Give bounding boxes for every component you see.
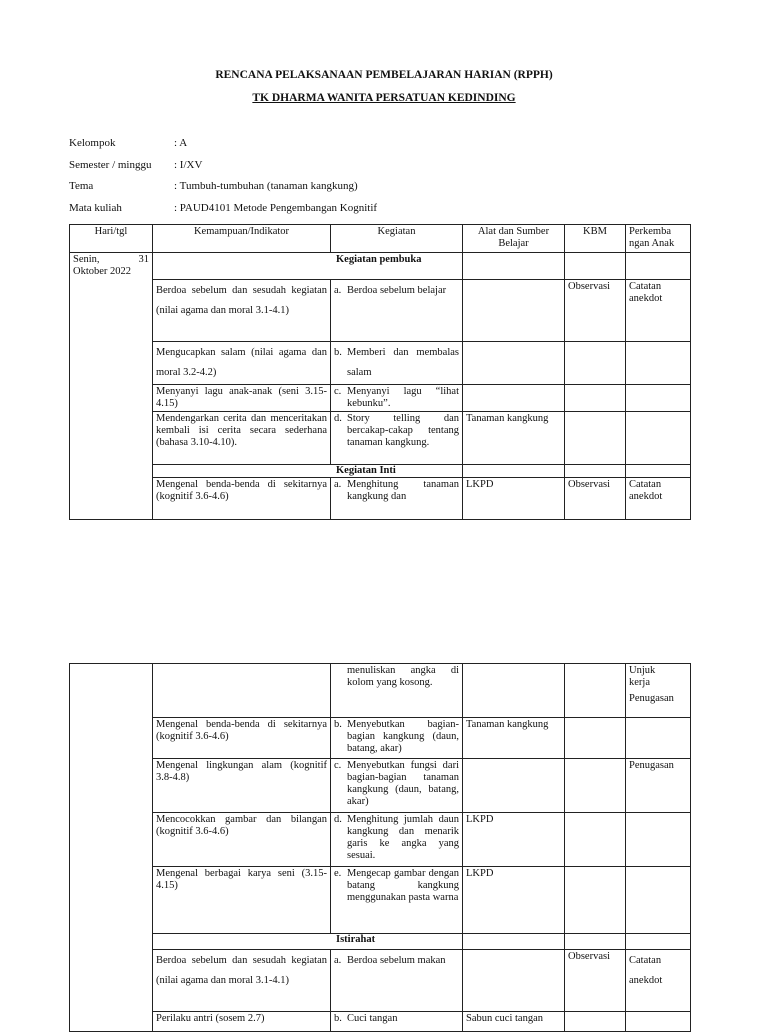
alat-cell: Tanaman kangkung [463, 412, 565, 465]
meta-value: : PAUD4101 Metode Pengembangan Kognitif [174, 202, 378, 214]
empty-cell [463, 253, 565, 280]
indikator-cell: Berdoa sebelum dan sesudah kegiatan (nilai agama dan moral 3.1-4.1) [153, 950, 331, 1012]
rpph-table-part2 [69, 663, 691, 1032]
kbm-cell [565, 664, 626, 718]
kegiatan-cell [331, 664, 463, 718]
header-perkembangan-line2: ngan Anak [629, 238, 675, 249]
indikator-cell [153, 664, 331, 718]
table-row [70, 412, 691, 465]
alat-cell [463, 280, 565, 342]
table-row [70, 385, 691, 412]
date-cell [70, 253, 153, 520]
perkembangan-cell: Catatan anekdot [626, 478, 691, 520]
meta-value: : I/XV [174, 159, 203, 171]
alat-cell [463, 385, 565, 412]
kbm-cell: Observasi [565, 280, 626, 342]
header-perkembangan-line1: Perkemba [629, 226, 671, 237]
alat-cell: Sabun cuci tangan [463, 1012, 565, 1032]
date-line2: Oktober 2022 [73, 266, 132, 277]
item-mark: a. [334, 479, 342, 490]
indikator-cell: Menyanyi lagu anak-anak (seni 3.15-4.15) [153, 385, 331, 412]
alat-cell: LKPD [463, 867, 565, 934]
item-mark: e. [334, 868, 342, 879]
kegiatan-cell [331, 759, 463, 813]
perkembangan-cell: Catatan anekdot [626, 280, 691, 342]
meta-label: Semester / minggu [69, 159, 152, 171]
item-mark: b. [334, 719, 342, 730]
table-row [70, 664, 691, 718]
indikator-cell: Mengenal lingkungan alam (kognitif 3.8-4.8) [153, 759, 331, 813]
indikator-cell: Mengenal berbagai karya seni (3.15-4.15) [153, 867, 331, 934]
perkembangan-cell [626, 867, 691, 934]
perkembangan-cell [626, 718, 691, 759]
empty-cell [463, 934, 565, 950]
meta-value: : Tumbuh-tumbuhan (tanaman kangkung) [174, 180, 358, 192]
perkembangan-cell [626, 813, 691, 867]
section-istirahat-left [153, 934, 463, 950]
table-row [70, 934, 691, 950]
kegiatan-cell [331, 950, 463, 1012]
table-row [70, 280, 691, 342]
perkembangan-cell [626, 385, 691, 412]
indikator-cell: Mengenal benda-benda di sekitarnya (kognitif 3.6-4.6) [153, 478, 331, 520]
item-mark: a. [334, 955, 342, 966]
kegiatan-cell [331, 718, 463, 759]
header-kegiatan: Kegiatan [331, 225, 463, 253]
kegiatan-cell [331, 385, 463, 412]
item-mark [334, 665, 344, 689]
header-alat: Alat dan Sumber Belajar [463, 225, 565, 253]
kegiatan-text: Berdoa sebelum makan [347, 955, 446, 966]
rpph-table-part1 [69, 224, 691, 520]
indikator-cell: Mencocokkan gambar dan bilangan (kognitif 3.6-4.6) [153, 813, 331, 867]
kegiatan-cell [331, 478, 463, 520]
table-row [70, 253, 691, 280]
header-hari-tgl: Hari/tgl [70, 225, 153, 253]
header-kemampuan: Kemampuan/Indikator [153, 225, 331, 253]
meta-label: Mata kuliah [69, 202, 122, 214]
empty-cell [565, 934, 626, 950]
section-inti: Kegiatan Inti [336, 465, 396, 476]
alat-cell [463, 664, 565, 718]
kbm-cell [565, 1012, 626, 1032]
table-row [70, 478, 691, 520]
kegiatan-cell [331, 280, 463, 342]
item-mark: d. [334, 814, 342, 825]
date-line1: Senin, 31 [73, 254, 149, 265]
empty-cell [626, 253, 691, 280]
school-name: TK DHARMA WANITA PERSATUAN KEDINDING [252, 92, 516, 104]
kegiatan-cell [331, 342, 463, 385]
alat-cell [463, 342, 565, 385]
indikator-cell: Perilaku antri (sosem 2.7) [153, 1012, 331, 1032]
kegiatan-cell [331, 813, 463, 867]
kegiatan-text: Berdoa sebelum belajar [347, 285, 447, 296]
kbm-cell [565, 412, 626, 465]
kbm-cell [565, 718, 626, 759]
empty-cell [626, 934, 691, 950]
meta-label: Kelompok [69, 137, 116, 149]
kegiatan-text: Menghitung tanaman kangkung dan [347, 479, 459, 502]
kegiatan-text: Memberi dan membalas salam [347, 347, 459, 378]
meta-value: : A [174, 137, 188, 149]
perkembangan-cell [626, 342, 691, 385]
kbm-cell [565, 867, 626, 934]
alat-cell [463, 759, 565, 813]
perkembangan-cell: Catatan anekdot [626, 950, 691, 1012]
item-mark: c. [334, 760, 342, 771]
perkembangan-cell [626, 412, 691, 465]
perkembangan-penugasan: Penugasan [629, 693, 674, 704]
perkembangan-cell [626, 664, 691, 718]
perkembangan-unjuk-kerja: Unjuk kerja [629, 665, 656, 688]
item-mark: d. [334, 413, 342, 424]
table-row [70, 759, 691, 813]
indikator-cell: Berdoa sebelum dan sesudah kegiatan (nilai agama dan moral 3.1-4.1) [153, 280, 331, 342]
table-row [70, 718, 691, 759]
indikator-cell: Mendengarkan cerita dan menceritakan kembali isi cerita secara sederhana (bahasa 3.10-4.10). [153, 412, 331, 465]
kbm-cell [565, 342, 626, 385]
item-mark: a. [334, 285, 342, 296]
kegiatan-text: Menyebutkan fungsi dari bagian-bagian tanaman kangkung (daun, batang, akar) [347, 760, 459, 807]
alat-cell: Tanaman kangkung [463, 718, 565, 759]
table-row [70, 342, 691, 385]
kbm-cell [565, 759, 626, 813]
date-cell-continued [70, 664, 153, 1032]
alat-cell: LKPD [463, 813, 565, 867]
kegiatan-text: menuliskan angka di kolom yang kosong. [347, 665, 459, 688]
table-row [70, 465, 691, 478]
empty-cell [565, 465, 626, 478]
indikator-cell: Mengucapkan salam (nilai agama dan moral 3.2-4.2) [153, 342, 331, 385]
kegiatan-text: Mengecap gambar dengan batang kangkung menggunakan pasta warna [347, 868, 459, 903]
alat-cell [463, 950, 565, 1012]
indikator-cell: Mengenal benda-benda di sekitarnya (kognitif 3.6-4.6) [153, 718, 331, 759]
kbm-cell [565, 813, 626, 867]
section-inti-left [153, 465, 463, 478]
document-title: RENCANA PELAKSANAAN PEMBELAJARAN HARIAN (RPPH) [215, 69, 553, 81]
kegiatan-text: Menyebutkan bagian-bagian kangkung (daun, batang, akar) [347, 719, 459, 754]
kegiatan-text: Cuci tangan [347, 1013, 398, 1024]
kegiatan-text: Story telling dan bercakap-cakap tentang tanaman kangkung. [347, 413, 459, 448]
empty-cell [626, 465, 691, 478]
table-row [70, 867, 691, 934]
kegiatan-cell [331, 867, 463, 934]
table-row [70, 1012, 691, 1032]
kegiatan-cell [331, 1012, 463, 1032]
table-row [70, 813, 691, 867]
empty-cell [463, 465, 565, 478]
alat-cell: LKPD [463, 478, 565, 520]
header-kbm: KBM [565, 225, 626, 253]
table-row [70, 950, 691, 1012]
kegiatan-text: Menghitung jumlah daun kangkung dan menarik garis ke angka yang sesuai. [347, 814, 459, 861]
table-header-row [70, 225, 691, 253]
header-perkembangan [626, 225, 691, 253]
section-istirahat: Istirahat [336, 934, 376, 945]
item-mark: b. [334, 347, 342, 358]
kegiatan-cell [331, 412, 463, 465]
item-mark: b. [334, 1013, 342, 1024]
kbm-cell: Observasi [565, 478, 626, 520]
kegiatan-text: Menyanyi lagu “lihat kebunku”. [347, 386, 459, 409]
kbm-cell: Observasi [565, 950, 626, 1012]
section-pembuka-left [153, 253, 463, 280]
meta-label: Tema [69, 180, 94, 192]
kbm-cell [565, 385, 626, 412]
perkembangan-cell [626, 1012, 691, 1032]
section-pembuka: Kegiatan pembuka [336, 254, 422, 265]
perkembangan-cell: Penugasan [626, 759, 691, 813]
empty-cell [565, 253, 626, 280]
item-mark: c. [334, 386, 342, 397]
